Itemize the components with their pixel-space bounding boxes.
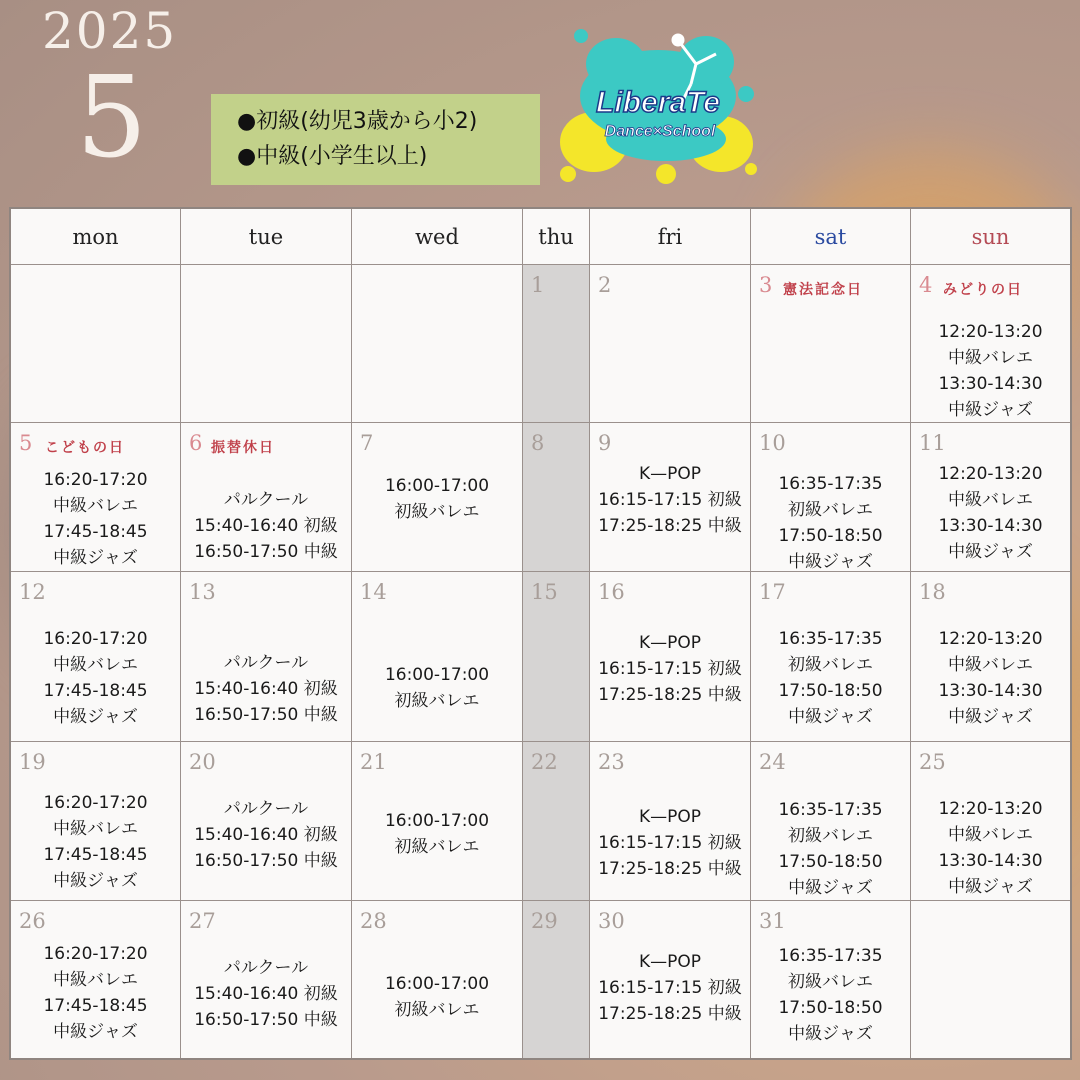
day-cell-1 [523, 265, 590, 423]
day-number: 19 [19, 750, 46, 774]
day-number: 22 [531, 750, 558, 774]
event-list [181, 955, 351, 1033]
event-line: 15:40-16:40 初級 [194, 984, 338, 1004]
event-line: 16:00-17:00 [384, 811, 490, 831]
day-cell-16 [590, 572, 751, 742]
event-line: K—POP [638, 807, 702, 827]
day-number: 5 [19, 431, 33, 455]
event-list [911, 796, 1070, 900]
holiday-label: 憲法記念日 [783, 282, 863, 298]
year-label: 2025 [42, 2, 178, 60]
day-number: 30 [598, 909, 625, 933]
weekday-header-mon: mon [11, 209, 181, 265]
event-line: 16:15-17:15 初級 [598, 978, 742, 998]
event-list [352, 808, 522, 860]
event-list [181, 487, 351, 565]
event-line: 中級バレエ [53, 655, 138, 675]
event-line: 17:45-18:45 [43, 522, 148, 542]
event-line: 中級バレエ [53, 970, 138, 990]
day-number: 11 [919, 431, 946, 455]
day-cell-9 [590, 423, 751, 572]
event-list [911, 626, 1070, 730]
day-cell-31 [751, 901, 911, 1058]
day-cell-21 [352, 742, 523, 901]
event-line: 16:50-17:50 中級 [194, 542, 338, 562]
event-line: 16:20-17:20 [43, 629, 148, 649]
day-number: 31 [759, 909, 786, 933]
level-legend [211, 94, 540, 185]
event-line: 12:20-13:20 [938, 464, 1043, 484]
day-number: 21 [360, 750, 387, 774]
day-number: 28 [360, 909, 387, 933]
event-line: 16:50-17:50 中級 [194, 1010, 338, 1030]
event-line: 中級バレエ [948, 825, 1033, 845]
day-cell-28 [352, 901, 523, 1058]
event-line: 中級ジャズ [948, 707, 1033, 727]
event-line: 17:25-18:25 中級 [598, 516, 742, 536]
event-line: 中級ジャズ [53, 871, 138, 891]
event-line: 初級バレエ [788, 500, 873, 520]
event-line: 17:50-18:50 [778, 526, 883, 546]
day-number: 18 [919, 580, 946, 604]
event-list [11, 941, 180, 1045]
event-line: 16:35-17:35 [778, 800, 883, 820]
event-list [751, 797, 910, 901]
empty-day-cell [181, 265, 352, 423]
day-cell-12 [11, 572, 181, 742]
event-list [751, 943, 910, 1047]
event-line: 15:40-16:40 初級 [194, 679, 338, 699]
event-line: 16:50-17:50 中級 [194, 705, 338, 725]
event-line: 中級バレエ [948, 490, 1033, 510]
event-line: 初級バレエ [788, 655, 873, 675]
weekday-header-sat: sat [751, 209, 911, 265]
event-line: 16:15-17:15 初級 [598, 833, 742, 853]
event-list [181, 650, 351, 728]
event-line: 16:35-17:35 [778, 629, 883, 649]
holiday-label: 振替休日 [211, 440, 275, 456]
event-line: 12:20-13:20 [938, 799, 1043, 819]
event-list [751, 626, 910, 730]
day-number: 7 [360, 431, 374, 455]
event-line: 16:00-17:00 [384, 665, 490, 685]
day-number: 3 [759, 273, 773, 297]
day-cell-27 [181, 901, 352, 1058]
weekday-header-wed: wed [352, 209, 523, 265]
event-line: 中級ジャズ [53, 548, 138, 568]
event-line: K—POP [638, 464, 702, 484]
event-list [11, 790, 180, 894]
event-line: 17:25-18:25 中級 [598, 859, 742, 879]
event-line: 中級ジャズ [788, 707, 873, 727]
event-line: 初級バレエ [394, 1000, 480, 1020]
event-list [911, 319, 1070, 423]
day-cell-20 [181, 742, 352, 901]
day-cell-4 [911, 265, 1070, 423]
event-line: 中級ジャズ [788, 1024, 873, 1044]
day-number: 20 [189, 750, 216, 774]
event-line: 17:25-18:25 中級 [598, 685, 742, 705]
legend-beginner: ●初級(幼児3歳から小2) [237, 109, 478, 134]
event-line: 初級バレエ [788, 972, 873, 992]
day-cell-29 [523, 901, 590, 1058]
day-number: 12 [19, 580, 46, 604]
holiday-label: こどもの日 [45, 440, 125, 456]
day-number: 25 [919, 750, 946, 774]
event-line: 13:30-14:30 [938, 516, 1043, 536]
day-number: 16 [598, 580, 625, 604]
day-cell-13 [181, 572, 352, 742]
event-line: 中級ジャズ [948, 542, 1033, 562]
weekday-header-thu: thu [523, 209, 590, 265]
event-line: 12:20-13:20 [938, 322, 1043, 342]
event-list [590, 949, 750, 1027]
event-list [11, 467, 180, 571]
day-number: 29 [531, 909, 558, 933]
day-cell-5 [11, 423, 181, 572]
event-line: 13:30-14:30 [938, 851, 1043, 871]
day-number: 14 [360, 580, 387, 604]
event-list [590, 461, 750, 539]
day-cell-18 [911, 572, 1070, 742]
calendar-grid [9, 207, 1072, 1060]
event-list [181, 796, 351, 874]
empty-day-cell [352, 265, 523, 423]
empty-day-cell [911, 901, 1070, 1058]
day-number: 1 [531, 273, 545, 297]
day-cell-10 [751, 423, 911, 572]
day-cell-14 [352, 572, 523, 742]
event-line: 16:35-17:35 [778, 474, 883, 494]
event-list [751, 471, 910, 572]
day-cell-3 [751, 265, 911, 423]
event-list [911, 461, 1070, 565]
day-cell-11 [911, 423, 1070, 572]
day-number: 2 [598, 273, 612, 297]
event-line: 17:50-18:50 [778, 998, 883, 1018]
event-line: 17:25-18:25 中級 [598, 1004, 742, 1024]
day-number: 6 [189, 431, 203, 455]
event-line: 12:20-13:20 [938, 629, 1043, 649]
day-number: 24 [759, 750, 786, 774]
event-line: 中級バレエ [948, 348, 1033, 368]
event-line: 13:30-14:30 [938, 374, 1043, 394]
day-cell-17 [751, 572, 911, 742]
day-number: 4 [919, 273, 933, 297]
day-cell-24 [751, 742, 911, 901]
day-number: 13 [189, 580, 216, 604]
event-line: 中級ジャズ [53, 707, 138, 727]
event-line: K—POP [638, 633, 702, 653]
event-line: パルクール [223, 490, 309, 510]
event-line: 17:45-18:45 [43, 845, 148, 865]
event-list [352, 971, 522, 1023]
event-line: 13:30-14:30 [938, 681, 1043, 701]
event-line: 初級バレエ [394, 691, 480, 711]
day-cell-22 [523, 742, 590, 901]
event-line: 中級ジャズ [788, 878, 873, 898]
event-line: 中級バレエ [948, 655, 1033, 675]
liberate-logo [556, 24, 761, 194]
day-cell-2 [590, 265, 751, 423]
event-line: 15:40-16:40 初級 [194, 516, 338, 536]
event-line: 16:20-17:20 [43, 793, 148, 813]
weekday-header-fri: fri [590, 209, 751, 265]
day-number: 26 [19, 909, 46, 933]
event-line: 17:50-18:50 [778, 681, 883, 701]
event-line: 中級ジャズ [948, 400, 1033, 420]
day-cell-26 [11, 901, 181, 1058]
day-cell-25 [911, 742, 1070, 901]
month-label: 5 [76, 53, 148, 183]
day-number: 10 [759, 431, 786, 455]
logo-text-liberate: LiberaTe [596, 86, 720, 119]
legend-intermediate: ●中級(小学生以上) [237, 144, 428, 169]
event-line: パルクール [223, 799, 309, 819]
day-cell-8 [523, 423, 590, 572]
weekday-header-tue: tue [181, 209, 352, 265]
event-line: 中級ジャズ [788, 552, 873, 572]
holiday-label: みどりの日 [943, 282, 1023, 298]
event-line: 15:40-16:40 初級 [194, 825, 338, 845]
day-number: 8 [531, 431, 545, 455]
event-line: 16:20-17:20 [43, 944, 148, 964]
day-number: 27 [189, 909, 216, 933]
event-line: 初級バレエ [394, 502, 480, 522]
event-line: 16:50-17:50 中級 [194, 851, 338, 871]
event-line: 16:00-17:00 [384, 974, 490, 994]
event-line: 中級ジャズ [948, 877, 1033, 897]
event-line: K—POP [638, 952, 702, 972]
event-line: 17:50-18:50 [778, 852, 883, 872]
event-list [352, 473, 522, 525]
event-line: パルクール [223, 653, 309, 673]
day-cell-30 [590, 901, 751, 1058]
day-cell-7 [352, 423, 523, 572]
day-cell-23 [590, 742, 751, 901]
event-list [11, 626, 180, 730]
event-line: 初級バレエ [394, 837, 480, 857]
event-line: 17:45-18:45 [43, 681, 148, 701]
event-line: 16:35-17:35 [778, 946, 883, 966]
day-number: 9 [598, 431, 612, 455]
day-number: 23 [598, 750, 625, 774]
day-number: 17 [759, 580, 786, 604]
day-cell-19 [11, 742, 181, 901]
event-line: パルクール [223, 958, 309, 978]
day-number: 15 [531, 580, 558, 604]
event-line: 中級ジャズ [53, 1022, 138, 1042]
weekday-header-sun: sun [911, 209, 1070, 265]
event-line: 16:15-17:15 初級 [598, 490, 742, 510]
day-cell-15 [523, 572, 590, 742]
event-list [590, 630, 750, 708]
day-cell-6 [181, 423, 352, 572]
event-line: 中級バレエ [53, 496, 138, 516]
event-line: 17:45-18:45 [43, 996, 148, 1016]
event-line: 16:15-17:15 初級 [598, 659, 742, 679]
event-line: 初級バレエ [788, 826, 873, 846]
event-line: 中級バレエ [53, 819, 138, 839]
event-line: 16:00-17:00 [384, 476, 490, 496]
event-list [590, 804, 750, 882]
event-list [352, 662, 522, 714]
event-line: 16:20-17:20 [43, 470, 148, 490]
logo-text-school: Dance×School [604, 123, 716, 140]
empty-day-cell [11, 265, 181, 423]
